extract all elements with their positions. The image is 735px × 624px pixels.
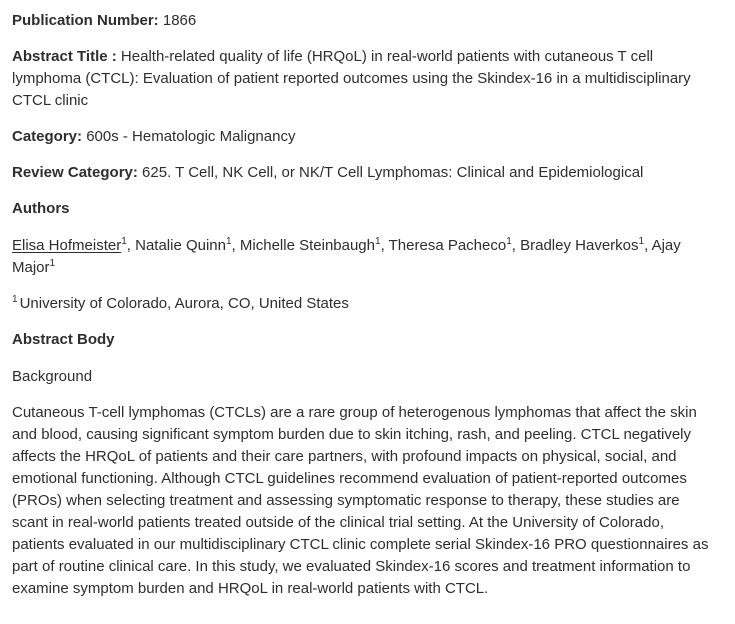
author-separator: , — [231, 237, 240, 254]
author-theresa-pacheco: Theresa Pacheco — [388, 237, 507, 254]
category-value: 600s - Hematologic Malignancy — [86, 128, 296, 145]
publication-number-label: Publication Number: — [12, 12, 159, 29]
affiliation-text: University of Colorado, Aurora, CO, United States — [19, 295, 349, 312]
affiliation-ref: 1 — [226, 236, 232, 247]
abstract-title-value: Health-related quality of life (HRQoL) in real-world patients with cutaneous T cell lymphoma (CTCL): Evaluation of patient reported outcomes using the Skindex-16 in a multidisciplinary CTCL clinic — [12, 48, 691, 109]
author-separator: , — [511, 237, 521, 254]
author-natalie-quinn: Natalie Quinn — [135, 237, 226, 254]
abstract-detail-page — [0, 10, 735, 624]
affiliation-ref-marker: 1 — [12, 294, 18, 305]
review-category-value: 625. T Cell, NK Cell, or NK/T Cell Lymphomas: Clinical and Epidemiological — [142, 164, 644, 181]
author-bradley-haverkos: Bradley Haverkos — [520, 237, 639, 254]
abstract-title-row — [12, 46, 713, 112]
affiliation-ref: 1 — [121, 236, 127, 247]
background-subheading: Background — [12, 368, 93, 385]
category-row — [12, 126, 713, 148]
affiliation-ref: 1 — [375, 236, 381, 247]
affiliation-ref: 1 — [638, 236, 645, 247]
author-separator: , — [644, 237, 652, 254]
category-label: Category: — [12, 128, 83, 145]
affiliation-row — [12, 293, 713, 315]
publication-number-row — [12, 10, 713, 32]
abstract-body-heading: Abstract Body — [12, 331, 115, 348]
review-category-row — [12, 162, 713, 184]
publication-number-value: 1866 — [162, 12, 197, 29]
author-separator: , — [126, 237, 136, 254]
affiliation-ref: 1 — [506, 236, 512, 247]
author-list — [12, 235, 713, 279]
affiliation-ref: 1 — [49, 258, 56, 269]
review-category-label: Review Category: — [12, 164, 138, 181]
author-ajay-major: Ajay Major — [12, 237, 681, 276]
author-michelle-steinbaugh: Michelle Steinbaugh — [239, 237, 375, 254]
authors-heading: Authors — [12, 200, 70, 217]
author-link-elisa-hofmeister[interactable]: Elisa Hofmeister — [12, 237, 122, 254]
author-separator: , — [380, 237, 389, 254]
abstract-title-label: Abstract Title : — [12, 48, 117, 65]
abstract-paragraph: Cutaneous T-cell lymphomas (CTCLs) are a rare group of heterogenous lymphomas that affect the skin and blood, causing significant symptom burden due to skin itching, rash, and peeling. CTCL negatively affects the HRQoL of patients and their care partners, with profound impacts on physical, social, and emotional functioning. Although CTCL guidelines recommend evaluation of patient-reported outcomes (PROs) when selecting treatment and assessing symptomatic response to therapy, these studies are scant in real-world patients treated outside of the clinical trial setting. At the University of Colorado, patients evaluated in our multidisciplinary CTCL clinic complete serial Skindex-16 PRO questionnaires as part of routine clinical care. In this study, we evaluated Skindex-16 scores and treatment information to examine symptom burden and HRQoL in real-world patients with CTCL. — [12, 404, 709, 597]
